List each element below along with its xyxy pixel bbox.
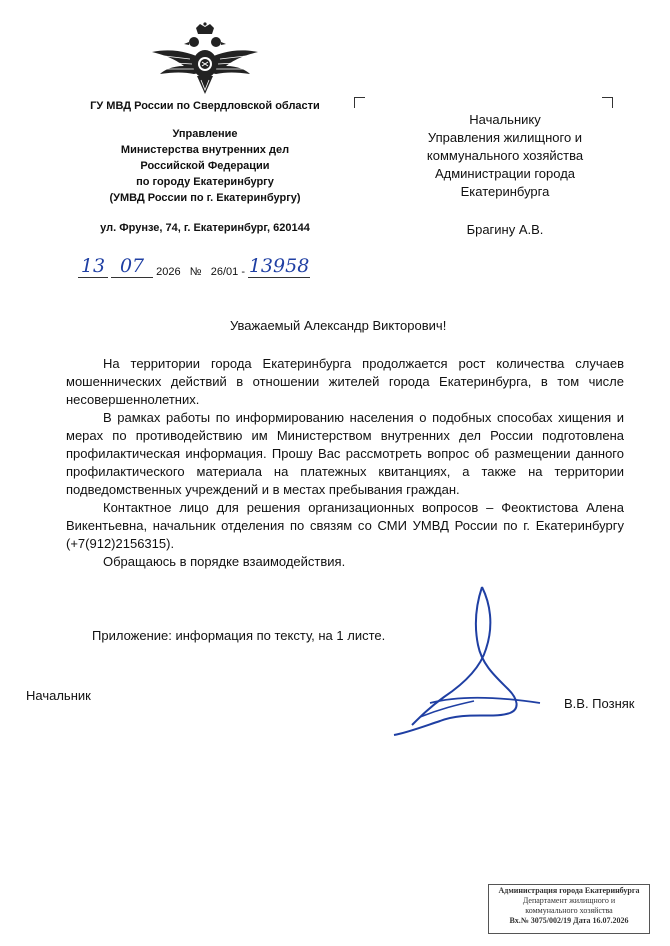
sender-line: Управление: [172, 128, 238, 140]
signatory-title: Начальник: [26, 688, 91, 703]
sender-line: (УМВД России по г. Екатеринбургу): [109, 192, 301, 204]
reg-number-prefix: 26/01 -: [210, 266, 246, 278]
sender-address: ул. Фрунзе, 74, г. Екатеринбург, 620144: [100, 222, 310, 234]
reg-year: 2026: [156, 266, 181, 278]
recipient-line: Начальнику: [469, 112, 541, 127]
incoming-registration-stamp: [488, 884, 650, 934]
letter-body: [66, 355, 624, 571]
reg-month-field: [111, 255, 153, 278]
stamp-line: коммунального хозяйства: [525, 906, 613, 915]
recipient-block: [400, 111, 610, 239]
reg-month: 07: [119, 255, 145, 277]
address-corner-mark: [602, 97, 613, 108]
sender-org: ГУ МВД России по Свердловской области: [90, 100, 320, 112]
eagle-emblem-icon: [150, 22, 260, 96]
reg-number: 13958: [248, 255, 310, 277]
registration-line: [78, 255, 310, 278]
reg-number-field: [248, 255, 310, 278]
recipient-line: Управления жилищного и: [427, 130, 583, 145]
body-paragraph: На территории города Екатеринбурга продолжается рост количества случаев мошеннических действий в отношении жителей города Екатеринбурга, в том числе несовершеннолетних.: [66, 356, 624, 407]
sender-line: Российской Федерации: [140, 160, 270, 172]
body-paragraph: Обращаюсь в порядке взаимодействия.: [103, 554, 346, 569]
attachment-note: Приложение: информация по тексту, на 1 листе.: [92, 628, 386, 643]
sender-block: [60, 98, 350, 236]
reg-number-label: №: [189, 266, 202, 278]
recipient-line: Екатеринбурга: [460, 184, 550, 199]
body-paragraph: Контактное лицо для решения организационных вопросов – Феоктистова Алена Викентьевна, начальник отделения по связям со СМИ УМВД России по г. Екатеринбургу (+7(912)2156315).: [66, 500, 624, 551]
sender-line: Министерства внутренних дел: [120, 144, 290, 156]
body-paragraph: В рамках работы по информированию населения о подобных способах хищения и мерах по противодействию им Министерством внутренних дел России подготовлена профилактическая информация. Прошу Вас рассмотреть вопрос об размещении данного профилактического материала на платежных квитанциях, а также на территории подведомственных учреждений и в местах пребывания граждан.: [66, 410, 624, 497]
stamp-reg-line: Вх.№ 3075/002/19 Дата 16.07.2026: [509, 916, 629, 925]
signatory-name: В.В. Позняк: [564, 696, 635, 711]
recipient-line: Администрации города: [434, 166, 576, 181]
reg-day-field: [78, 255, 108, 278]
recipient-name: Брагину А.В.: [466, 222, 544, 237]
salutation: Уважаемый Александр Викторович!: [230, 318, 447, 333]
signature-icon: [390, 585, 555, 740]
address-corner-mark: [354, 97, 365, 108]
recipient-line: коммунального хозяйства: [426, 148, 584, 163]
stamp-line: Администрация города Екатеринбурга: [498, 886, 640, 895]
reg-day: 13: [80, 255, 106, 277]
sender-line: по городу Екатеринбургу: [136, 176, 274, 188]
stamp-line: Департамент жилищного и: [522, 896, 616, 905]
